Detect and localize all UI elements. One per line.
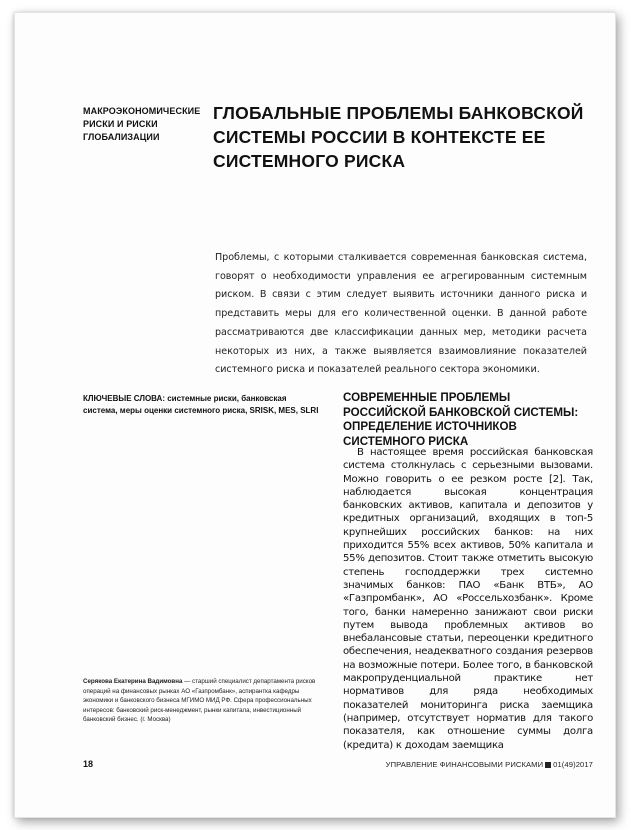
keywords-label: КЛЮЧЕВЫЕ СЛОВА: — [83, 394, 165, 403]
abstract: Проблемы, с которыми сталкивается современная банковская система, говорят о необходимости управления ее агрегированным системным риском. В связи с этим следует выявить источники данного риска и представить меры для его количественной оценки. В данной работе рассматриваются две классификации данных мер, методики расчета некоторых из них, а также выявляется взаимовлияние показателей системного риска и показателей реального сектора экономики. — [215, 252, 587, 376]
journal-issue: 01(49)2017 — [553, 760, 593, 769]
article-title: ГЛОБАЛЬНЫЕ ПРОБЛЕМЫ БАНКОВСКОЙ СИСТЕМЫ РОССИИ В КОНТЕКСТЕ ЕЕ СИСТЕМНОГО РИСКА — [213, 103, 584, 171]
journal-footer — [386, 760, 593, 769]
author-bio: — старший специалист департамента рисков операций на финансовых рынках АО «Газпромбанк», аспирантка кафедры экономики и банковского бизнеса МГИМО МИД РФ. Сфера профессиональных интересов: банковский риск-менеджмент, рынки капитала, инвестиционный банковский бизнес. (г. Москва) — [83, 678, 316, 723]
keywords — [83, 393, 323, 417]
journal-page — [14, 12, 616, 818]
journal-name: УПРАВЛЕНИЕ ФИНАНСОВЫМИ РИСКАМИ — [385, 760, 544, 769]
author-info — [83, 677, 323, 725]
square-separator-icon — [545, 762, 551, 768]
body-column — [343, 446, 593, 752]
author-name: Серякова Екатерина Вадимовна — [83, 678, 183, 685]
page-number: 18 — [83, 759, 94, 769]
body-paragraph: В настоящее время российская банковская система столкнулась с серьезными вызовами. Можно говорить о ее резком росте [2]. Так, наблюдается высокая концентрация банковских активов, капитала и депозитов у кредитных организаций, входящих в топ-5 крупнейших российских банков: на них приходится 55% всех активов, 50% капитала и 55% депозитов. Стоит также отметить высокую степень господдержки трех системно значимых банков: ПАО «Банк ВТБ», АО «Газпромбанк», АО «Россельхозбанк». Кроме того, банки намеренно занижают свои риски путем вывода проблемных активов во внебалансовые статьи, переоценки кредитного обеспечения, неадекватного создания резервов на возможные потери. Более того, в банковской макропруденциальной практике нет нормативов для ряда необходимых показателей мониторинга риска заемщика (например, отсутствует норматив для такого показателя, как отношение суммы долга (кредита) к доходам заемщика — [343, 447, 593, 751]
keywords-text: системные риски, банковская система, меры оценки системного риска, SRISK, MES, SLRI — [83, 394, 319, 415]
section-heading: СОВРЕМЕННЫЕ ПРОБЛЕМЫ РОССИЙСКОЙ БАНКОВСКОЙ СИСТЕМЫ: ОПРЕДЕЛЕНИЕ ИСТОЧНИКОВ СИСТЕМНОГО РИСКА — [343, 391, 579, 448]
rubric: МАКРОЭКОНОМИЧЕСКИЕ РИСКИ И РИСКИ ГЛОБАЛИЗАЦИИ — [83, 106, 201, 142]
